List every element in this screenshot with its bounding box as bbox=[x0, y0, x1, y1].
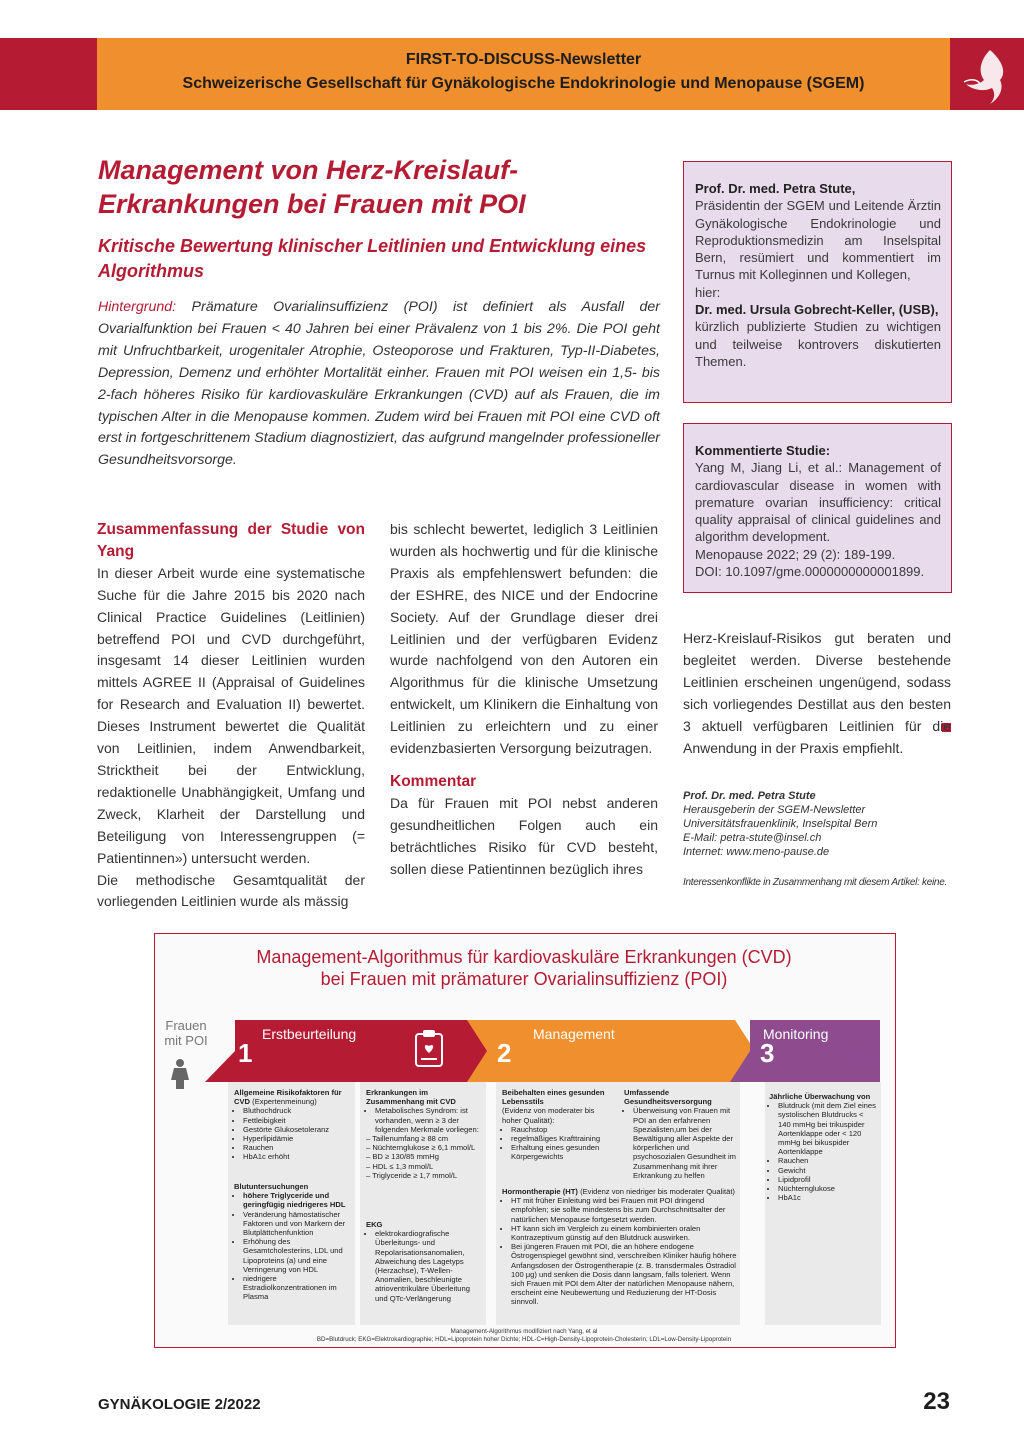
cvd-diseases-box bbox=[366, 1088, 484, 1180]
study-box bbox=[683, 423, 952, 593]
signature-web[interactable]: Internet: www.meno-pause.de bbox=[683, 846, 830, 858]
step1-label: Erstbeurteilung bbox=[262, 1026, 357, 1042]
criterion: – Taillenumfang ≥ 88 cm bbox=[366, 1134, 449, 1144]
list-item: • Metabolisches Syndrom: ist vorhanden, wenn ≥ 3 der folgenden Merkmale vorliegen: bbox=[375, 1106, 484, 1134]
list-item: • Gestörte Glukosetoleranz bbox=[243, 1125, 354, 1134]
lifestyle-list bbox=[502, 1125, 612, 1162]
list-item: • Erhaltung eines gesunden Körpergewichts bbox=[511, 1143, 612, 1161]
criterion: – HDL ≤ 1,3 mmol/L bbox=[366, 1161, 434, 1171]
list-item: • HbA1c bbox=[778, 1193, 877, 1202]
signature bbox=[683, 789, 951, 859]
criterion: – Nüchternglukose ≥ 6,1 mmol/L bbox=[366, 1143, 476, 1153]
page-number: 23 bbox=[923, 1388, 950, 1415]
study-text: Yang M, Jiang Li, et al.: Management of cardiovascular disease in women with premature ovarian insufficiency: critical quality appraisal of clinical guidelines and algorithm development. bbox=[695, 460, 941, 545]
figure-title-line1: Management-Algorithmus für kardiovaskuläre Erkrankungen (CVD) bbox=[256, 947, 792, 967]
cvd-diseases-heading: Erkrankungen im Zusammenhang mit CVD bbox=[366, 1088, 456, 1107]
paragraph: Herz-Kreislauf-Risikos gut beraten und begleitet werden. Diverse bestehende Leitlinien erscheinen ungenügend, sodass sich vorliegendes Destillat aus den besten 3 aktuell verfügbaren Leitlinien für die Anwendung in der Praxis empfiehlt. bbox=[683, 630, 951, 756]
risk-factors-list bbox=[234, 1106, 354, 1161]
care-list bbox=[624, 1106, 738, 1180]
risk-factors-heading: Allgemeine Risikofaktoren für CVD bbox=[234, 1088, 342, 1107]
study-journal: Menopause 2022; 29 (2): 189-199. bbox=[695, 546, 896, 562]
journal-issue: GYNÄKOLOGIE 2/2022 bbox=[98, 1396, 261, 1413]
criterion: – Triglyceride ≥ 1,7 mmol/L bbox=[366, 1170, 458, 1180]
hier-text: hier: bbox=[695, 284, 721, 300]
caption-abbreviations: BD=Blutdruck; EKG=Elektrokardiographie; HDL=Lipoprotein hoher Dichte; HDL-C=High-Density-Lipoprotein-Cholesterin; LDL=Low-Density-Lipoprotein bbox=[316, 1336, 732, 1343]
column-2 bbox=[390, 519, 658, 881]
newsletter-name: FIRST-TO-DISCUSS-Newsletter bbox=[405, 51, 642, 68]
criterion: – BD ≥ 130/85 mmHg bbox=[366, 1152, 439, 1162]
signature-affiliation: Universitätsfrauenklinik, Inselspital Bern bbox=[683, 818, 878, 830]
list-item: • Bei jüngeren Frauen mit POI, die an höhere endogene Östrogenspiegel gewöhnt sind, verschreiben Kliniker häufig höhere Anfangsdosen der Östrogentherapie (z. B. transdermales Östradiol 100 μg) und senken die Dosis dann langsam, falls toleriert. Wenn sich Frauen mit POI dem Alter der natürlichen Menopause nähern, erscheint eine Neubewertung und Reduzierung der HT-Dosis sinnvoll. bbox=[511, 1242, 738, 1306]
frauen-label: Frauen bbox=[165, 1018, 207, 1033]
hormone-therapy-heading: Hormontherapie (HT) bbox=[502, 1187, 578, 1196]
sgem-logo-icon bbox=[950, 38, 1024, 110]
ecg-box bbox=[366, 1220, 478, 1303]
ecg-list bbox=[366, 1229, 478, 1303]
figure-title-line2: bei Frauen mit prämaturer Ovarialinsuffizienz (POI) bbox=[320, 969, 728, 989]
mit-poi-label: mit POI bbox=[164, 1033, 208, 1048]
section-heading-comment: Kommentar bbox=[390, 772, 477, 790]
paragraph: In dieser Arbeit wurde eine systematische Suche für die Jahre 2015 bis 2020 nach Clinical Practice Guidelines (Leitlinien) betreffend POI und CVD durchgeführt, insgesamt 14 dieser Leitlinien wurden mittels AGREE II (Appraisal of Guidelines for Research and Evaluation II) bewertet. Dieses Instrument bewertet die Qualität von Leitlinien, indem Anwendbarkeit, Stricktheit bei der Entwicklung, redaktionelle Unabhängigkeit, Umfang und Zweck, Klarheit der Darstellung und Beteiligung von Interessengruppen (= Patientinnen») untersucht werden. bbox=[97, 564, 365, 866]
ecg-heading: EKG bbox=[366, 1220, 383, 1229]
step3-label: Monitoring bbox=[763, 1026, 829, 1042]
article-title: Management von Herz-Kreislauf-Erkrankungen bei Frauen mit POI bbox=[98, 155, 526, 219]
signature-role: Herausgeberin der SGEM-Newsletter bbox=[683, 804, 866, 816]
hormone-therapy-sub: (Evidenz von niedriger bis moderater Qualität) bbox=[580, 1187, 735, 1196]
step2-label: Management bbox=[533, 1026, 615, 1042]
lifestyle-heading: Beibehalten eines gesunden Lebensstils bbox=[502, 1088, 605, 1107]
list-item: • regelmäßiges Krafttraining bbox=[511, 1134, 612, 1143]
list-item: • Erhöhung des Gesamtcholesterins, LDL und Lipoproteins (a) und eine Verringerung von HDL bbox=[243, 1237, 354, 1274]
list-item: • Gewicht bbox=[778, 1166, 877, 1175]
woman-icon bbox=[168, 1058, 192, 1090]
lifestyle-sub: (Evidenz von moderater bis hoher Qualität): bbox=[502, 1106, 595, 1125]
blood-tests-box bbox=[234, 1182, 354, 1302]
list-item: • elektrokardiografische Überleitungs- und Repolarisationsanomalien, Abweichung des Lagetyps (Herzachse), T-Wellen-Anomalien, beschleunigte atrioventrikuläre Überleitung und QTc-Verlängerung bbox=[375, 1229, 478, 1303]
list-item: • Rauchen bbox=[243, 1143, 354, 1152]
section-heading-summary: Zusammenfassung der Studie von Yang bbox=[97, 521, 365, 560]
abstract bbox=[98, 297, 660, 472]
monitoring-chart-icon bbox=[838, 1028, 880, 1068]
blood-tests-list bbox=[234, 1191, 354, 1301]
author1-text: Präsidentin der SGEM und Leitende Ärztin Gynäkologische Endokrinologie und Reproduktionsmedizin am Inselspital Bern, resümiert und kommentiert im Turnus mit Kolleginnen und Kollegen, bbox=[695, 198, 941, 283]
study-label: Kommentierte Studie: bbox=[695, 443, 831, 458]
abstract-text: Prämature Ovarialinsuffizienz (POI) ist definiert als Ausfall der Ovarialfunktion bei Frauen < 40 Jahren bei einer Prävalenz von 1 bis 2%. Die POI geht mit Unfruchtbarkeit, urogenitaler Atrophie, Osteoporose und Frakturen, Typ-II-Diabetes, Depression, Demenz und erhöhter Mortalität einher. Frauen mit POI weisen ein 1,5- bis 2-fach höheres Risiko für kardiovaskuläre Erkrankungen (CVD) auf als Frauen, die im typischen Alter in die Menopause kommen. Zudem wird bei Frauen mit POI eine CVD oft erst in fortgeschrittenem Stadium diagnostiziert, das aufgrund mangelnder professioneller Gesundheitsvorsorge. bbox=[98, 299, 660, 469]
blood-tests-heading: Blutuntersuchungen bbox=[234, 1182, 309, 1191]
article-subtitle: Kritische Bewertung klinischer Leitlinien und Entwicklung eines Algorithmus bbox=[98, 236, 647, 281]
list-item: • Rauchen bbox=[778, 1156, 877, 1165]
list-item: • Blutdruck (mit dem Ziel eines systolischen Blutdrucks < 140 mmHg bei trikuspider Aortenklappe oder < 120 mmHg bei bikuspider Aortenklappe bbox=[778, 1101, 877, 1156]
lifestyle-box bbox=[502, 1088, 612, 1162]
study-doi: DOI: 10.1097/gme.0000000000001899. bbox=[695, 564, 925, 580]
author1-name: Prof. Dr. med. Petra Stute, bbox=[695, 181, 856, 196]
monitoring-heading: Jährliche Überwachung von bbox=[769, 1092, 871, 1101]
list-item: • Nüchternglukose bbox=[778, 1184, 877, 1193]
paragraph: Die methodische Gesamtqualität der vorliegenden Leitlinien wurde als mässig bbox=[97, 871, 365, 910]
header-band bbox=[97, 38, 950, 110]
list-item: • Überweisung von Frauen mit POI an den erfahrenen Spezialisten,um bei der Bewältigung aller Aspekte der körperlichen und psychosozialen Gesundheit im Zusammenhang mit ihrer Erkrankung zu helfen bbox=[633, 1106, 738, 1180]
author2-name: Dr. med. Ursula Gobrecht-Keller, (USB), bbox=[695, 302, 939, 318]
figure-title bbox=[154, 946, 894, 990]
caption-source: Management-Algorithmus modifiziert nach Yang, et al bbox=[450, 1328, 598, 1335]
hormone-therapy-list bbox=[502, 1196, 738, 1306]
abstract-label: Hintergrund: bbox=[98, 299, 177, 315]
header-band-left bbox=[0, 38, 97, 110]
author2-text: kürzlich publizierte Studien zu wichtigen und teilweise kontrovers diskutierten Themen. bbox=[695, 319, 941, 369]
conflict-statement: Interessenkonflikte in Zusammenhang mit diesem Artikel: keine. bbox=[683, 877, 947, 888]
list-item: • Hyperlipidämie bbox=[243, 1134, 354, 1143]
column-3 bbox=[683, 628, 951, 759]
society-name: Schweizerische Gesellschaft für Gynäkologische Endokrinologie und Menopause (SGEM) bbox=[182, 75, 865, 92]
editor-box bbox=[683, 161, 952, 403]
list-item: • HT kann sich im Vergleich zu einem kombinierten oralen Kontrazeptivum günstig auf den Blutdruck auswirken. bbox=[511, 1224, 738, 1242]
signature-name: Prof. Dr. med. Petra Stute bbox=[683, 790, 816, 802]
list-item: • niedrigere Estradiolkonzentrationen im Plasma bbox=[243, 1274, 354, 1302]
list-item: • Veränderung hämostatischer Faktoren und von Markern der Blutplättchenfunktion bbox=[243, 1210, 354, 1238]
list-item: • Bluthochdruck bbox=[243, 1106, 354, 1115]
step3-number: 3 bbox=[760, 1038, 775, 1068]
list-item: • höhere Triglyceride und geringfügig niedrigeres HDL bbox=[243, 1191, 354, 1209]
monitoring-box bbox=[769, 1092, 877, 1202]
column-1 bbox=[97, 519, 365, 913]
monitoring-list bbox=[769, 1101, 877, 1202]
figure-caption bbox=[154, 1328, 894, 1344]
hormone-therapy-box bbox=[502, 1187, 738, 1307]
clipboard-heart-icon bbox=[410, 1028, 450, 1070]
care-box bbox=[624, 1088, 738, 1180]
list-item: • Fettleibigkeit bbox=[243, 1116, 354, 1125]
header-logo-block bbox=[950, 38, 1024, 110]
list-item: • Rauchstop bbox=[511, 1125, 612, 1134]
paragraph: Da für Frauen mit POI nebst anderen gesundheitlichen Folgen auch ein beträchtliches Risiko für CVD besteht, sollen diese Patientinnen bezüglich ihres bbox=[390, 794, 658, 877]
risk-factors-box bbox=[234, 1088, 354, 1162]
list-item: • HbA1c erhöht bbox=[243, 1152, 354, 1161]
cvd-diseases-list bbox=[366, 1106, 484, 1134]
paragraph: bis schlecht bewertet, lediglich 3 Leitlinien wurden als hochwertig und für die klinische Praxis als empfehlenswert befunden: die der ESHRE, des NICE und der Endocrine Society. Auf der Grundlage dieser drei Leitlinien und der verfügbaren Evidenz wurde nachfolgend von den Autoren ein Algorithmus für die klinische Umsetzung entwickelt, um Klinikern die Einhaltung von Leitlinien zu erleichtern und zu einer evidenzbasierten Versorgung beizutragen. bbox=[390, 521, 658, 757]
step2-number: 2 bbox=[497, 1038, 512, 1068]
list-item: • Lipidprofil bbox=[778, 1175, 877, 1184]
list-item: • HT mit früher Einleitung wird bei Frauen mit POI dringend empfohlen; sie sollte mindestens bis zum Durchschnittsalter der natürlichen Menopause fortgesetzt werden. bbox=[511, 1196, 738, 1224]
signature-email[interactable]: E-Mail: petra-stute@insel.ch bbox=[683, 832, 822, 844]
step1-number: 1 bbox=[238, 1038, 253, 1068]
care-heading: Umfassende Gesundheitsversorgung bbox=[624, 1088, 712, 1107]
risk-factors-sub: (Expertenmeinung) bbox=[252, 1097, 317, 1107]
medical-kit-icon bbox=[683, 1028, 727, 1068]
